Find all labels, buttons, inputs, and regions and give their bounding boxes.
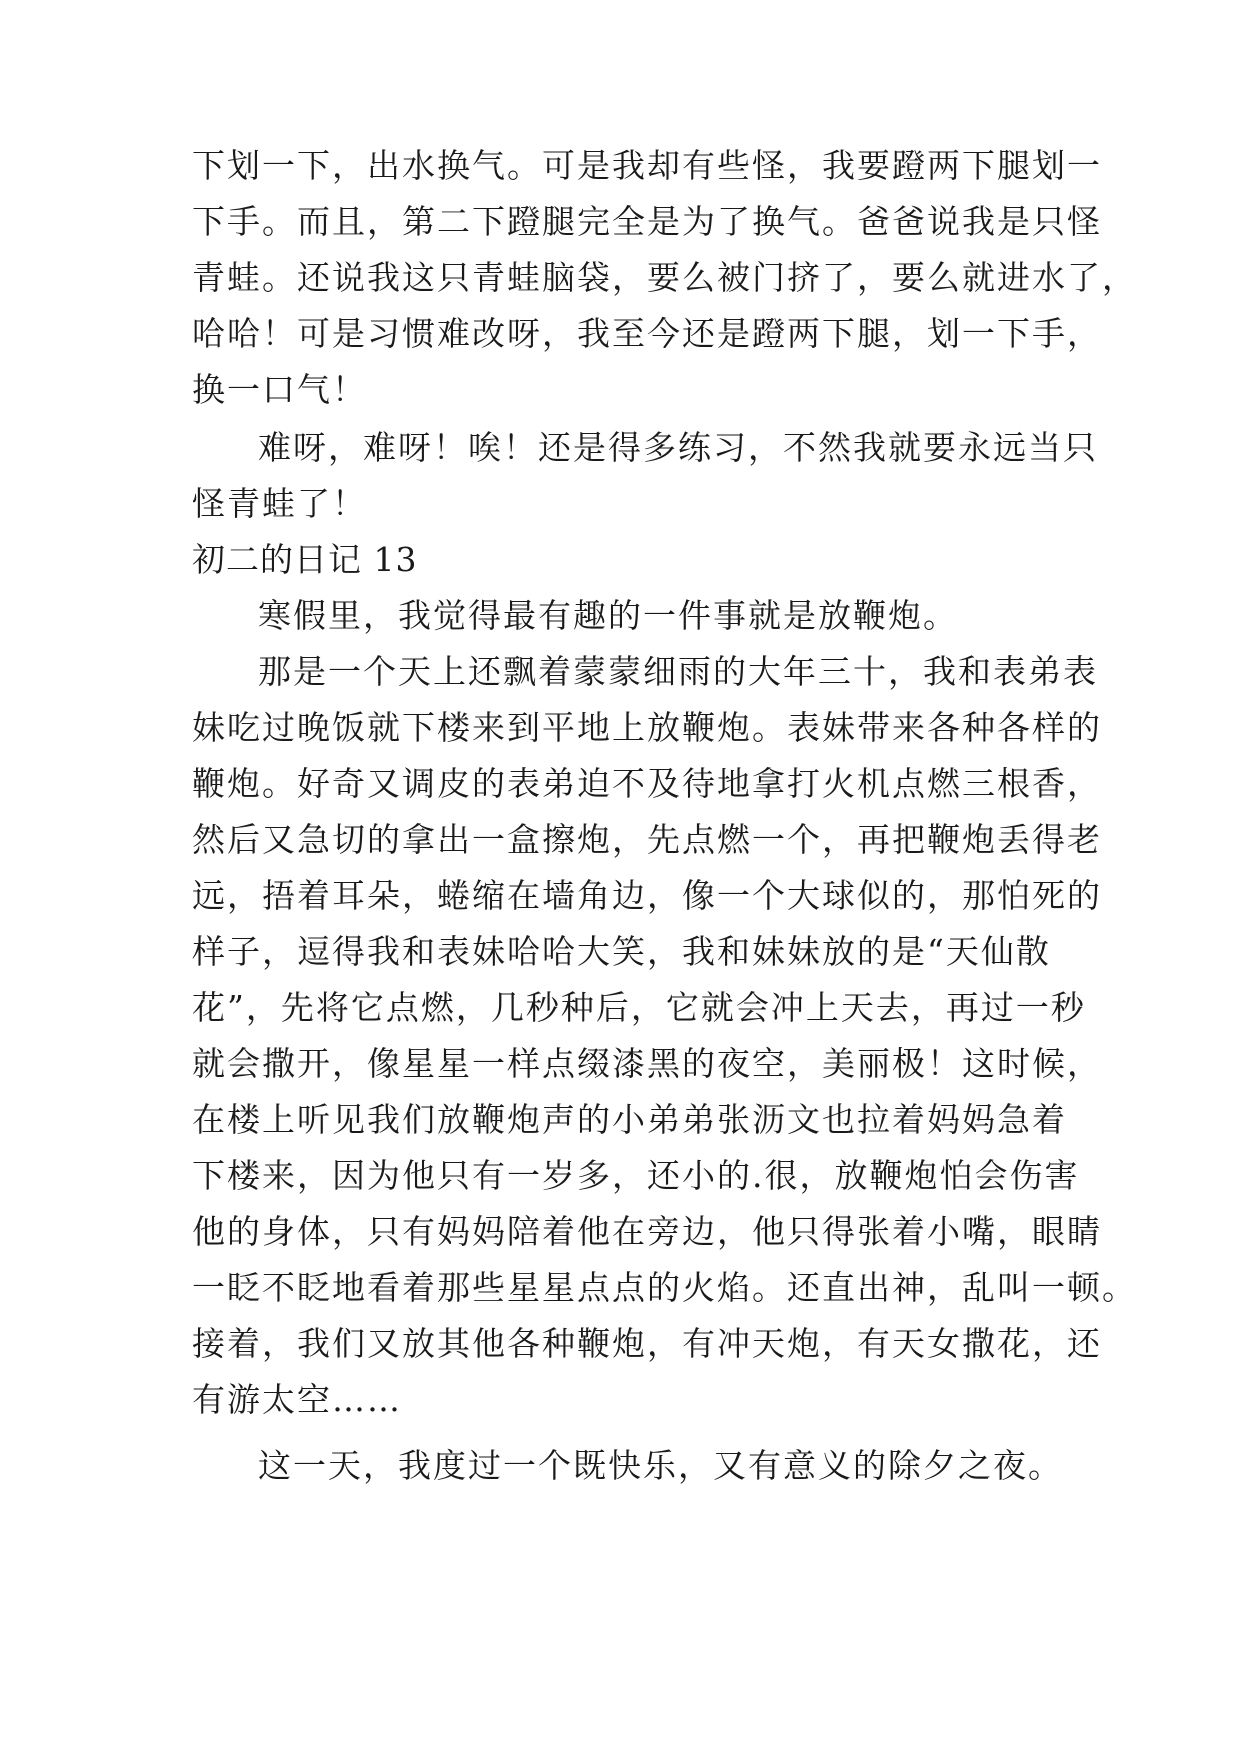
section-heading: 初二的日记 13 <box>192 540 418 579</box>
text-line: 接着，我们又放其他各种鞭炮，有冲天炮，有天女撒花，还 <box>192 1324 1102 1363</box>
text-line: 一眨不眨地看着那些星星点点的火焰。还直出神，乱叫一顿。 <box>192 1268 1137 1307</box>
text-line: 妹吃过晚饭就下楼来到平地上放鞭炮。表妹带来各种各样的 <box>192 708 1102 747</box>
text-line: 远，捂着耳朵，蜷缩在墙角边，像一个大球似的，那怕死的 <box>192 876 1102 915</box>
text-line: 在楼上听见我们放鞭炮声的小弟弟张沥文也拉着妈妈急着 <box>192 1100 1067 1139</box>
text-line: 鞭炮。好奇又调皮的表弟迫不及待地拿打火机点燃三根香， <box>192 764 1102 803</box>
text-line: 下楼来，因为他只有一岁多，还小的.很，放鞭炮怕会伤害 <box>192 1156 1080 1195</box>
text-line: 难呀，难呀！唉！还是得多练习，不然我就要永远当只 <box>258 428 1098 467</box>
text-line: 下划一下，出水换气。可是我却有些怪，我要蹬两下腿划一 <box>192 146 1102 185</box>
text-line: 寒假里，我觉得最有趣的一件事就是放鞭炮。 <box>258 596 958 635</box>
text-line: 怪青蛙了！ <box>192 484 367 523</box>
text-line: 然后又急切的拿出一盒擦炮，先点燃一个，再把鞭炮丢得老 <box>192 820 1102 859</box>
text-line: 青蛙。还说我这只青蛙脑袋，要么被门挤了，要么就进水了， <box>192 258 1137 297</box>
text-line: 他的身体，只有妈妈陪着他在旁边，他只得张着小嘴，眼睛 <box>192 1212 1102 1251</box>
text-line: 花”，先将它点燃，几秒种后，它就会冲上天去，再过一秒 <box>192 988 1086 1027</box>
text-line: 有游太空…… <box>192 1380 402 1419</box>
text-line: 换一口气！ <box>192 370 367 409</box>
text-line: 下手。而且，第二下蹬腿完全是为了换气。爸爸说我是只怪 <box>192 202 1102 241</box>
text-line: 那是一个天上还飘着蒙蒙细雨的大年三十，我和表弟表 <box>258 652 1098 691</box>
text-line: 哈哈！可是习惯难改呀，我至今还是蹬两下腿，划一下手， <box>192 314 1102 353</box>
text-line: 就会撒开，像星星一样点缀漆黑的夜空，美丽极！这时候， <box>192 1044 1102 1083</box>
text-line: 样子，逗得我和表妹哈哈大笑，我和妹妹放的是“天仙散 <box>192 932 1051 971</box>
text-line: 这一天，我度过一个既快乐，又有意义的除夕之夜。 <box>258 1446 1063 1485</box>
